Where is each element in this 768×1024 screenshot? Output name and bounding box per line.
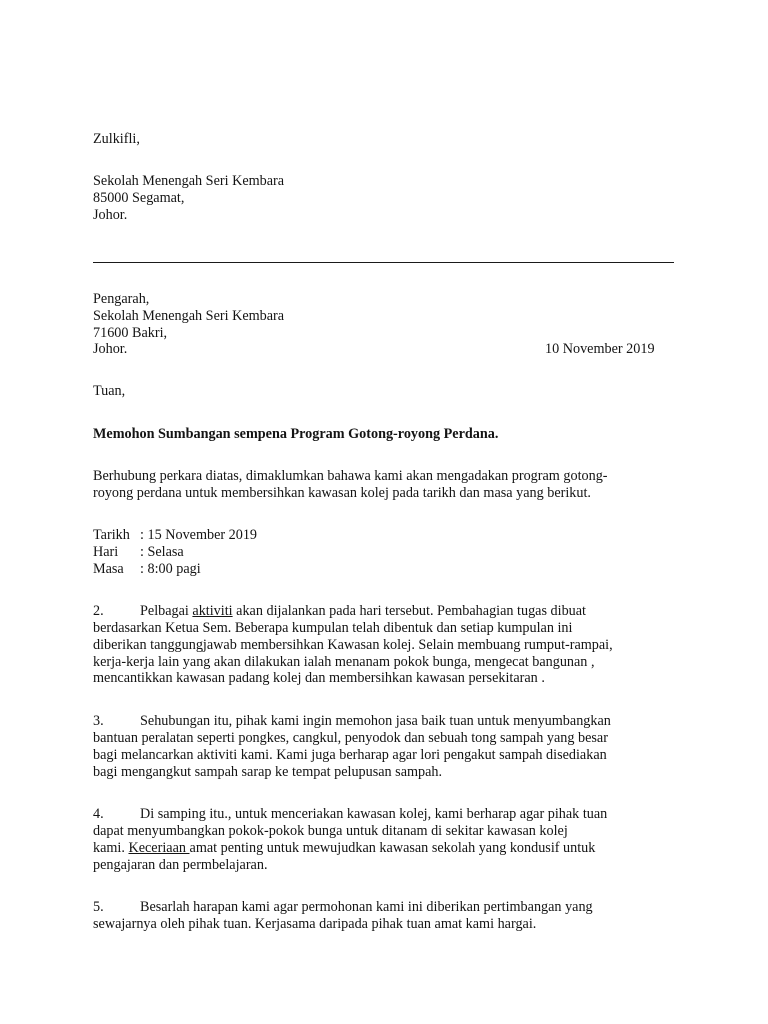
paragraph-5-line [93, 899, 593, 916]
schedule-value: : Selasa [140, 544, 184, 560]
recipient-address-line: Sekolah Menengah Seri Kembara [93, 308, 285, 324]
paragraph-2-line: kerja-kerja lain yang akan dilakukan ialah menanam pokok bunga, mengecat bangunan , [93, 654, 595, 670]
paragraph-2-line [93, 603, 586, 620]
schedule-label: Tarikh [93, 527, 130, 543]
text-run: Pelbagai [140, 603, 193, 619]
paragraph-2-line: diberikan tanggungjawab membersihkan Kawasan kolej. Selain membuang rumput-rampai, [93, 637, 613, 653]
paragraph-4-line [93, 806, 607, 823]
paragraph-3-line [93, 713, 611, 730]
schedule-value: : 15 November 2019 [140, 527, 258, 543]
paragraph-4-line [93, 840, 595, 857]
paragraph-number: 5. [93, 899, 104, 915]
sender-address-line: 85000 Segamat, [93, 190, 185, 206]
paragraph-number: 2. [93, 603, 104, 619]
underlined-word: Keceriaan [128, 840, 190, 856]
text-run: kami. [93, 840, 129, 856]
text-run: amat penting untuk mewujudkan kawasan sekolah yang kondusif untuk [189, 840, 596, 856]
divider-line [93, 262, 674, 263]
schedule-row-day [93, 544, 184, 561]
recipient-address-line: Johor. [93, 341, 128, 357]
text-run: Besarlah harapan kami agar permohonan kami ini diberikan pertimbangan yang [140, 899, 593, 915]
sender-address-line: Sekolah Menengah Seri Kembara [93, 173, 285, 189]
paragraph-2-line: mencantikkan kawasan padang kolej dan membersihkan kawasan persekitaran . [93, 670, 545, 686]
paragraph-4-line: dapat menyumbangkan pokok-pokok bunga untuk ditanam di sekitar kawasan kolej [93, 823, 568, 839]
paragraph-3-line: bagi melancarkan aktiviti kami. Kami juga berharap agar lori pengakut sampah disediakan [93, 747, 607, 763]
paragraph-2-line: berdasarkan Ketua Sem. Beberapa kumpulan telah dibentuk dan setiap kumpulan ini [93, 620, 573, 636]
paragraph-number: 4. [93, 806, 104, 822]
schedule-row-date [93, 527, 257, 544]
text-run: akan dijalankan pada hari tersebut. Pembahagian tugas dibuat [232, 603, 586, 619]
sender-address-line: Johor. [93, 207, 128, 223]
intro-line: royong perdana untuk membersihkan kawasan kolej pada tarikh dan masa yang berikut. [93, 485, 591, 501]
intro-line: Berhubung perkara diatas, dimaklumkan bahawa kami akan mengadakan program gotong- [93, 468, 608, 484]
schedule-value: : 8:00 pagi [140, 561, 201, 577]
paragraph-3-line: bantuan peralatan seperti pongkes, cangkul, penyodok dan sebuah tong sampah yang besar [93, 730, 608, 746]
schedule-row-time [93, 561, 201, 578]
text-run: Sehubungan itu, pihak kami ingin memohon jasa baik tuan untuk menyumbangkan [140, 713, 611, 729]
schedule-label: Masa [93, 561, 124, 577]
paragraph-3-line: bagi mengangkut sampah sarap ke tempat pelupusan sampah. [93, 764, 443, 780]
recipient-address-line: Pengarah, [93, 291, 150, 307]
schedule-label: Hari [93, 544, 119, 560]
paragraph-4-line: pengajaran dan permbelajaran. [93, 857, 268, 873]
recipient-address-line: 71600 Bakri, [93, 325, 168, 341]
letter-date: 10 November 2019 [545, 341, 655, 357]
underlined-word: aktiviti [192, 603, 233, 619]
letter-subject: Memohon Sumbangan sempena Program Gotong-royong Perdana. [93, 426, 499, 442]
sender-name: Zulkifli, [93, 131, 140, 147]
paragraph-5-line: sewajarnya oleh pihak tuan. Kerjasama daripada pihak tuan amat kami hargai. [93, 916, 537, 932]
salutation: Tuan, [93, 383, 126, 399]
text-run: Di samping itu., untuk menceriakan kawasan kolej, kami berharap agar pihak tuan [140, 806, 608, 822]
paragraph-number: 3. [93, 713, 104, 729]
